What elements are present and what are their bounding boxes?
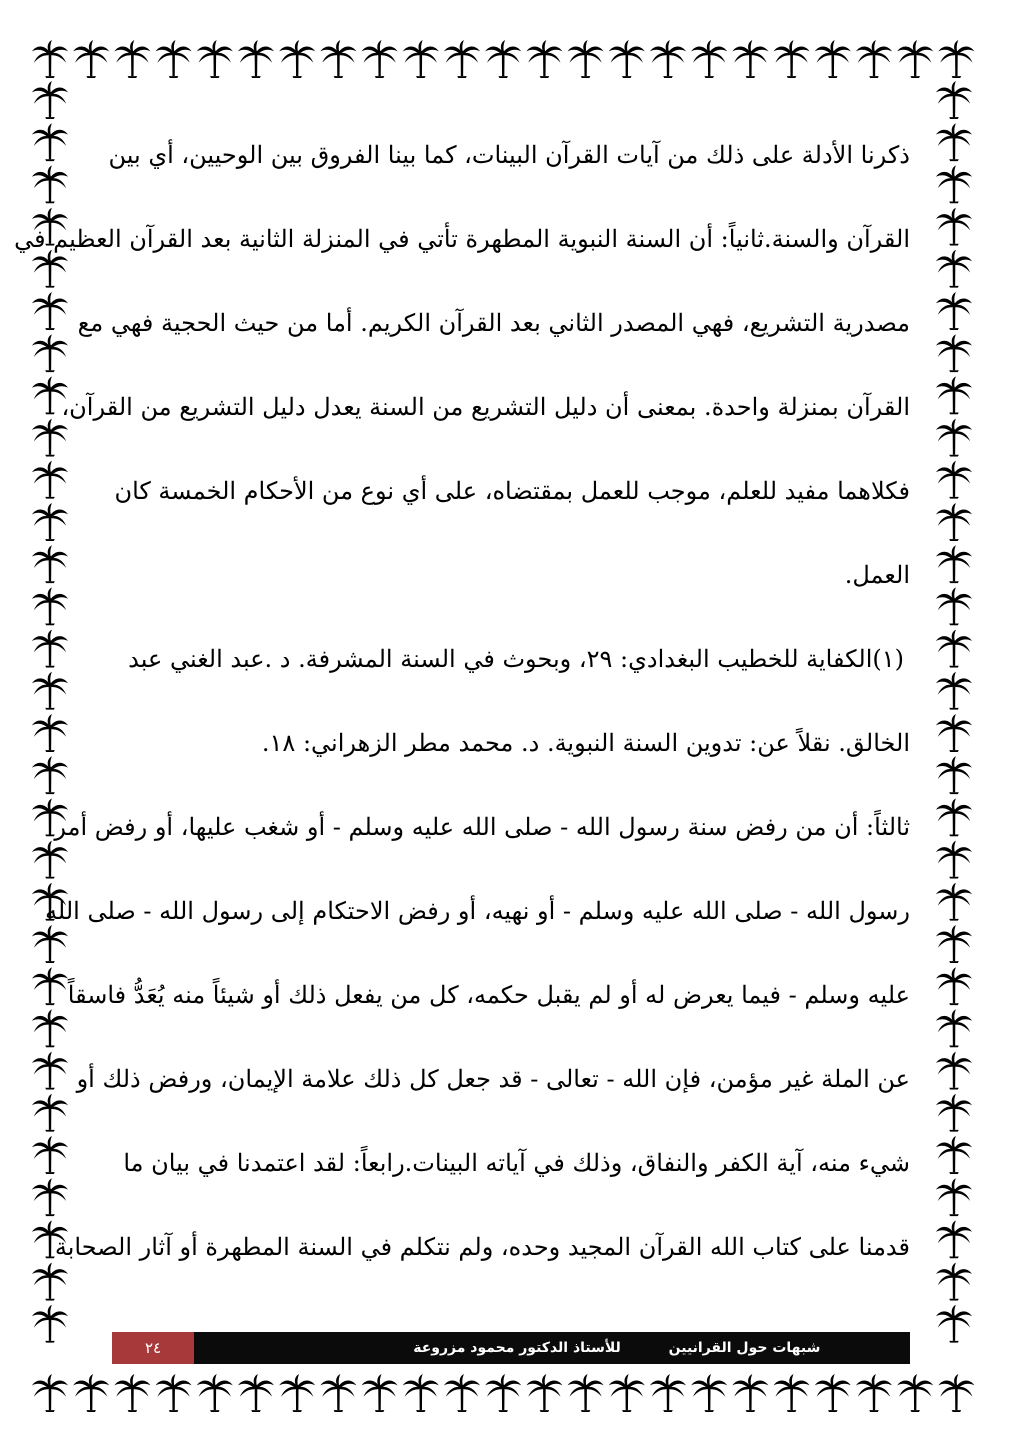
palm-tree-icon: [32, 461, 68, 499]
palm-tree-icon: [32, 1263, 68, 1301]
palm-tree-icon: [32, 587, 68, 625]
palm-tree-icon: [774, 1374, 810, 1412]
bottom-palm-border: [0, 1368, 1024, 1450]
palm-tree-icon: [815, 1374, 851, 1412]
palm-tree-icon: [936, 630, 972, 668]
palm-tree-icon: [156, 40, 192, 78]
palm-tree-icon: [936, 503, 972, 541]
text-line: القرآن بمنزلة واحدة. بمعنى أن دليل التشريع من السنة يعدل دليل التشريع من القرآن،: [61, 393, 910, 421]
footnote-line: (١)الكفاية للخطيب البغدادي: ٢٩، وبحوث في السنة المشرفة. د .عبد الغني عبد: [128, 645, 904, 673]
palm-tree-icon: [936, 714, 972, 752]
palm-tree-icon: [815, 40, 851, 78]
palm-tree-icon: [936, 1178, 972, 1216]
palm-tree-icon: [936, 461, 972, 499]
palm-tree-icon: [362, 40, 398, 78]
footer-book-title: شبهات حول القرانيين: [668, 1340, 821, 1356]
palm-tree-icon: [936, 376, 972, 414]
palm-tree-icon: [32, 545, 68, 583]
palm-tree-icon: [32, 81, 68, 119]
palm-tree-icon: [32, 756, 68, 794]
palm-tree-icon: [732, 40, 768, 78]
palm-tree-icon: [197, 40, 233, 78]
palm-tree-icon: [32, 165, 68, 203]
palm-tree-icon: [936, 1052, 972, 1090]
palm-tree-icon: [650, 1374, 686, 1412]
palm-tree-icon: [279, 1374, 315, 1412]
palm-tree-icon: [32, 967, 68, 1005]
palm-tree-icon: [114, 40, 150, 78]
palm-tree-icon: [32, 292, 68, 330]
palm-tree-icon: [568, 40, 604, 78]
page-footer-bar: [112, 1332, 910, 1364]
palm-tree-icon: [32, 123, 68, 161]
palm-tree-icon: [936, 334, 972, 372]
palm-tree-icon: [936, 545, 972, 583]
palm-tree-icon: [526, 1374, 562, 1412]
palm-tree-icon: [936, 841, 972, 879]
text-line: رسول الله - صلى الله عليه وسلم - أو نهيه، أو رفض الاحتكام إلى رسول الله - صلى الله: [45, 897, 910, 925]
text-line: شيء منه، آية الكفر والنفاق، وذلك في آياته البينات.رابعاً: لقد اعتمدنا في بيان ما: [123, 1149, 910, 1177]
palm-tree-icon: [936, 1220, 972, 1258]
palm-tree-icon: [897, 40, 933, 78]
palm-tree-icon: [32, 672, 68, 710]
palm-tree-icon: [936, 756, 972, 794]
palm-tree-icon: [32, 334, 68, 372]
palm-tree-icon: [856, 40, 892, 78]
palm-tree-icon: [32, 1052, 68, 1090]
palm-tree-icon: [936, 587, 972, 625]
palm-tree-icon: [732, 1374, 768, 1412]
text-line: عن الملة غير مؤمن، فإن الله - تعالى - قد جعل كل ذلك علامة الإيمان، ورفض ذلك أو: [76, 1065, 910, 1093]
palm-tree-icon: [32, 1305, 68, 1343]
palm-tree-icon: [485, 1374, 521, 1412]
palm-tree-icon: [936, 165, 972, 203]
palm-tree-icon: [936, 419, 972, 457]
palm-tree-icon: [32, 714, 68, 752]
palm-tree-icon: [936, 925, 972, 963]
palm-tree-icon: [444, 1374, 480, 1412]
palm-tree-icon: [279, 40, 315, 78]
palm-tree-icon: [238, 40, 274, 78]
palm-tree-icon: [609, 1374, 645, 1412]
palm-tree-icon: [936, 81, 972, 119]
palm-tree-icon: [856, 1374, 892, 1412]
page-body-text: [14, 120, 910, 1310]
palm-tree-icon: [936, 123, 972, 161]
palm-tree-icon: [936, 250, 972, 288]
palm-tree-icon: [32, 1094, 68, 1132]
palm-tree-icon: [936, 672, 972, 710]
text-line: العمل.: [844, 561, 910, 589]
palm-tree-icon: [936, 1305, 972, 1343]
palm-tree-icon: [936, 1094, 972, 1132]
palm-tree-icon: [691, 40, 727, 78]
palm-tree-icon: [32, 1009, 68, 1047]
footer-author: للأستاذ الدكتور محمود مزروعة: [413, 1340, 621, 1356]
palm-tree-icon: [320, 1374, 356, 1412]
text-line: مصدرية التشريع، فهي المصدر الثاني بعد القرآن الكريم. أما من حيث الحجية فهي مع: [77, 309, 910, 337]
text-line: فكلاهما مفيد للعلم، موجب للعمل بمقتضاه، على أي نوع من الأحكام الخمسة كان: [114, 477, 910, 505]
palm-tree-icon: [936, 1009, 972, 1047]
palm-tree-icon: [32, 1178, 68, 1216]
text-line: ذكرنا الأدلة على ذلك من آيات القرآن البينات، كما بينا الفروق بين الوحيين، أي بين: [108, 141, 910, 169]
palm-tree-icon: [650, 40, 686, 78]
palm-tree-icon: [526, 40, 562, 78]
palm-tree-icon: [936, 292, 972, 330]
palm-tree-icon: [774, 40, 810, 78]
palm-tree-icon: [568, 1374, 604, 1412]
palm-tree-icon: [32, 503, 68, 541]
top-palm-border: [0, 0, 1024, 90]
text-line: عليه وسلم - فيما يعرض له أو لم يقبل حكمه، كل من يفعل ذلك أو شيئاً منه يُعَدُّ فاسقاً: [67, 981, 910, 1009]
palm-tree-icon: [485, 40, 521, 78]
palm-tree-icon: [936, 798, 972, 836]
palm-tree-icon: [691, 1374, 727, 1412]
text-line: قدمنا على كتاب الله القرآن المجيد وحده، ولم نتكلم في السنة المطهرة أو آثار الصحابة: [54, 1233, 910, 1261]
palm-tree-icon: [936, 1136, 972, 1174]
palm-tree-icon: [936, 883, 972, 921]
right-palm-border: [934, 0, 1024, 1450]
palm-tree-icon: [444, 40, 480, 78]
palm-tree-icon: [936, 208, 972, 246]
palm-tree-icon: [114, 1374, 150, 1412]
palm-tree-icon: [32, 630, 68, 668]
palm-tree-icon: [156, 1374, 192, 1412]
footnote-line: الخالق. نقلاً عن: تدوين السنة النبوية. د. محمد مطر الزهراني: ١٨.: [261, 729, 910, 757]
page-number: ٢٤: [112, 1332, 194, 1364]
text-line: القرآن والسنة.ثانياً: أن السنة النبوية المطهرة تأتي في المنزلة الثانية بعد القرآن العظيم في: [14, 225, 910, 253]
palm-tree-icon: [609, 40, 645, 78]
palm-tree-icon: [403, 1374, 439, 1412]
palm-tree-icon: [238, 1374, 274, 1412]
text-line: ثالثاً: أن من رفض سنة رسول الله - صلى الله عليه وسلم - أو شغب عليها، أو رفض أمر: [54, 813, 910, 841]
palm-tree-icon: [197, 1374, 233, 1412]
palm-tree-icon: [897, 1374, 933, 1412]
palm-tree-icon: [32, 1136, 68, 1174]
palm-tree-icon: [936, 1263, 972, 1301]
palm-tree-icon: [320, 40, 356, 78]
palm-tree-icon: [403, 40, 439, 78]
palm-tree-icon: [936, 967, 972, 1005]
palm-tree-icon: [362, 1374, 398, 1412]
